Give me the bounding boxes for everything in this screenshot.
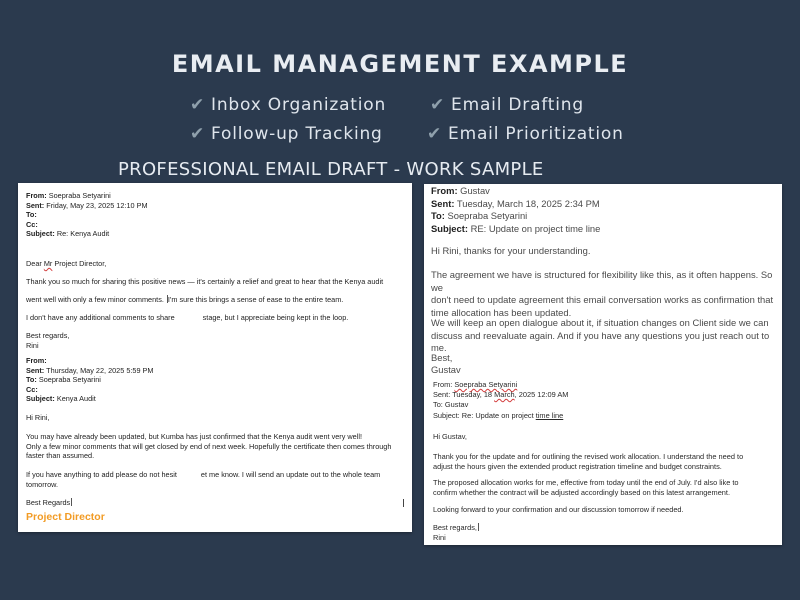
sent-key: Sent: <box>433 390 451 400</box>
paragraph-line: The proposed allocation works for me, effective from today until the end of July. I'd also like to <box>433 478 739 487</box>
subject-link[interactable]: time line <box>535 410 564 420</box>
paragraph-line: You may have already been updated, but Kumba has just confirmed that the Kenya audit went very well! <box>26 432 362 441</box>
cc-key: Cc: <box>26 384 38 394</box>
email-header <box>26 191 406 239</box>
from-line <box>431 185 778 198</box>
to-line <box>26 210 406 220</box>
sent-value: Friday, May 23, 2025 12:10 PM <box>46 200 148 210</box>
feature-item <box>430 95 584 115</box>
quoted-paragraph <box>433 452 778 472</box>
check-icon: ✔ <box>190 124 206 144</box>
subject-key: Subject: <box>433 410 460 420</box>
sent-key: Sent: <box>431 197 455 209</box>
feature-item <box>190 124 383 144</box>
from-line <box>26 191 406 201</box>
feature-item <box>190 95 386 115</box>
paragraph-line: adjust the hours given the extended product registration timeline and budget constraints. <box>433 462 722 472</box>
greeting: Hi Rini, thanks for your understanding. <box>431 245 591 256</box>
quoted-paragraph <box>433 478 778 498</box>
subject-value: Re: Update on project <box>461 410 536 420</box>
from-key: From: <box>26 191 47 200</box>
quoted-paragraph: Looking forward to your confirmation and our discussion tomorrow if needed. <box>433 505 684 514</box>
subject-value: Re: Kenya Audit <box>56 229 110 239</box>
greeting-title: Mr <box>43 259 53 268</box>
paragraph-line: confirm whether the contract will be adjusted accordingly based on this latest arrangement. <box>433 488 731 498</box>
subject-value: RE: Update on project time line <box>470 222 601 234</box>
to-key: To: <box>433 400 443 410</box>
quoted-signature: Rini <box>433 533 446 542</box>
check-icon: ✔ <box>430 95 446 115</box>
subject-key: Subject: <box>26 229 55 239</box>
to-value: Gustav <box>444 400 469 410</box>
to-value: Soepraba Setyarini <box>38 375 101 385</box>
from-value: Soepraba Setyarini <box>48 191 111 200</box>
text-cursor <box>403 499 404 507</box>
closing: Best, <box>431 352 453 363</box>
feature-label: Inbox Organization <box>211 95 387 115</box>
from-value: Soepraba Setyarini <box>454 380 518 389</box>
paragraph-line: faster than assumed. <box>26 451 95 461</box>
feature-label: Email Drafting <box>451 95 584 115</box>
page-title: EMAIL MANAGEMENT EXAMPLE <box>171 50 629 78</box>
subject-key: Subject: <box>26 394 55 404</box>
paragraph-text: I don't have any additional comments to share <box>26 313 175 322</box>
subject-line <box>431 223 778 236</box>
paragraph-text: If you have anything to add please do not hesit <box>26 470 177 479</box>
signature-text: Project Director <box>26 511 105 523</box>
greeting-text: Dear <box>26 259 44 268</box>
subject-key: Subject: <box>431 222 468 234</box>
paragraph-text: went well with only a few minor comments. <box>26 295 164 304</box>
text-cursor <box>71 498 72 506</box>
quoted-greeting: Hi Rini, <box>26 413 50 422</box>
quoted-header <box>26 356 406 404</box>
to-line <box>431 210 778 223</box>
paragraph-line: don't need to update agreement this email conversation works as confirmation that <box>431 294 774 306</box>
quoted-closing <box>433 523 778 533</box>
paragraph-line: We will keep an open dialogue about it, if situation changes on Client side we can <box>431 317 769 328</box>
paragraph-text: I'm sure this brings a sense of ease to the entire team. <box>167 295 344 304</box>
sent-value: , 2025 12:09 AM <box>514 390 569 400</box>
paragraph <box>26 295 406 305</box>
to-value: Soepraba Setyarini <box>447 210 528 222</box>
from-key: From: <box>433 380 453 389</box>
subject-line <box>26 229 406 239</box>
paragraph-line: time allocation has been updated. <box>431 306 572 318</box>
email-header <box>431 185 778 235</box>
sent-line <box>26 201 406 211</box>
email-card-left <box>18 183 412 532</box>
closing-text: Best Regards <box>26 498 71 507</box>
closing: Best regards, <box>26 331 70 340</box>
paragraph-line: Only a few minor comments that will get closed by end of next week. Hopefully the certificate then comes through <box>26 441 392 451</box>
paragraph-line: Thank you for the update and for outlining the revised work allocation. I understand the need to <box>433 452 744 461</box>
paragraph-text: stage, but I appreciate being kept in the loop. <box>202 313 349 322</box>
cc-key: Cc: <box>26 219 38 229</box>
feature-label: Follow-up Tracking <box>211 124 383 144</box>
paragraph <box>26 313 406 323</box>
paragraph <box>431 317 778 355</box>
sent-value: Tuesday, 18 <box>452 390 495 400</box>
paragraph-line: The agreement we have is structured for flexibility like this, as it often happens. So we <box>431 269 773 293</box>
signature: Rini <box>26 341 39 350</box>
project-director-signature <box>26 513 406 523</box>
text-cursor <box>478 523 479 531</box>
to-key: To: <box>26 210 37 220</box>
subject-value: Kenya Audit <box>56 394 96 404</box>
greeting-text: Project Director, <box>52 259 107 268</box>
sent-value: Thursday, May 22, 2025 5:59 PM <box>46 365 154 375</box>
sent-key: Sent: <box>26 365 45 375</box>
quoted-greeting: Hi Gustav, <box>433 432 467 441</box>
paragraph-line: discuss and reevaluate again. And if you have any questions you just reach out to me. <box>431 329 770 354</box>
to-key: To: <box>431 210 445 222</box>
email-card-right <box>424 184 782 545</box>
quoted-paragraph <box>26 470 406 489</box>
from-value: Gustav <box>460 185 490 196</box>
paragraph-line: tomorrow. <box>26 479 59 489</box>
from-key: From: <box>431 185 458 196</box>
sent-key: Sent: <box>26 200 45 210</box>
paragraph-text: et me know. I will send an update out to the whole team <box>200 470 381 479</box>
sent-month: March <box>494 390 515 400</box>
signature: Gustav <box>431 364 461 375</box>
feature-label: Email Prioritization <box>448 124 624 144</box>
check-icon: ✔ <box>190 95 206 115</box>
greeting <box>26 259 406 269</box>
to-key: To: <box>26 375 37 385</box>
from-key: From: <box>26 356 47 365</box>
paragraph <box>431 269 778 319</box>
quoted-header <box>433 380 778 421</box>
quoted-closing <box>26 498 406 508</box>
feature-item <box>427 124 624 144</box>
sent-line <box>431 198 778 211</box>
section-title: PROFESSIONAL EMAIL DRAFT - WORK SAMPLE <box>118 159 544 180</box>
sent-value: Tuesday, March 18, 2025 2:34 PM <box>456 197 600 209</box>
closing-text: Best regards, <box>433 523 477 532</box>
quoted-paragraph <box>26 432 406 461</box>
paragraph: Thank you so much for sharing this positive news — it's certainly a relief and great to hear that the Kenya audit <box>26 277 384 286</box>
cc-line <box>26 220 406 230</box>
check-icon: ✔ <box>427 124 443 144</box>
